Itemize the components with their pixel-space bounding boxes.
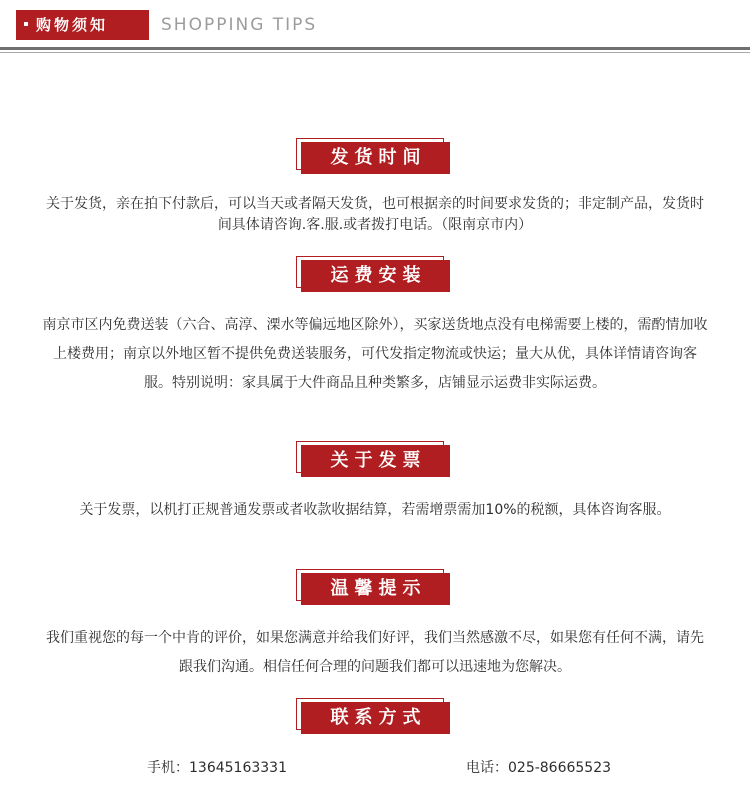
header-divider-thin — [0, 52, 750, 53]
section-title-invoice — [296, 441, 450, 479]
badge-label: 购物须知 — [36, 16, 109, 34]
section-title-label: 温馨提示 — [301, 573, 450, 605]
section-title-contact — [296, 698, 450, 736]
freight-install-text: 南京市区内免费送装（六合、高淳、溧水等偏远地区除外），买家送货地点没有电梯需要上楼的，需酌情加收上楼费用；南京以外地区暂不提供免费送装服务，可代发指定物流或快运；量大从优，具体详情请咨询客服。特别说明：家具属于大件商品且种类繁多，店铺显示运费非实际运费。 — [42, 317, 708, 391]
shipping-time-text: 关于发货，亲在拍下付款后，可以当天或者隔天发货，也可根据亲的时间要求发货的；非定制产品，发货时间具体请咨询.客.服.或者拨打电话。（限南京市内） — [46, 196, 704, 233]
section-title-label: 联系方式 — [301, 702, 450, 734]
shopping-notice-badge — [16, 10, 149, 40]
invoice-text: 关于发票，以机打正规普通发票或者收款收据结算，若需增票需加10%的税额，具体咨询客服。 — [79, 502, 671, 518]
header-subtitle: SHOPPING TIPS — [161, 15, 318, 35]
section-title-shipping-time — [296, 138, 450, 176]
section-title-label: 运费安装 — [301, 260, 450, 292]
section-title-label: 发货时间 — [301, 142, 450, 174]
section-title-freight-install — [296, 256, 450, 294]
page-header — [0, 0, 750, 60]
contact-mobile: 手机：13645163331 — [147, 760, 287, 776]
section-title-reminder — [296, 569, 450, 607]
contact-phone: 电话：025-86665523 — [466, 760, 612, 776]
section-title-label: 关于发票 — [301, 445, 450, 477]
reminder-text: 我们重视您的每一个中肯的评价，如果您满意并给我们好评，我们当然感激不尽，如果您有任何不满，请先跟我们沟通。相信任何合理的问题我们都可以迅速地为您解决。 — [46, 630, 704, 675]
header-divider — [0, 47, 750, 50]
bullet-icon — [24, 22, 28, 26]
